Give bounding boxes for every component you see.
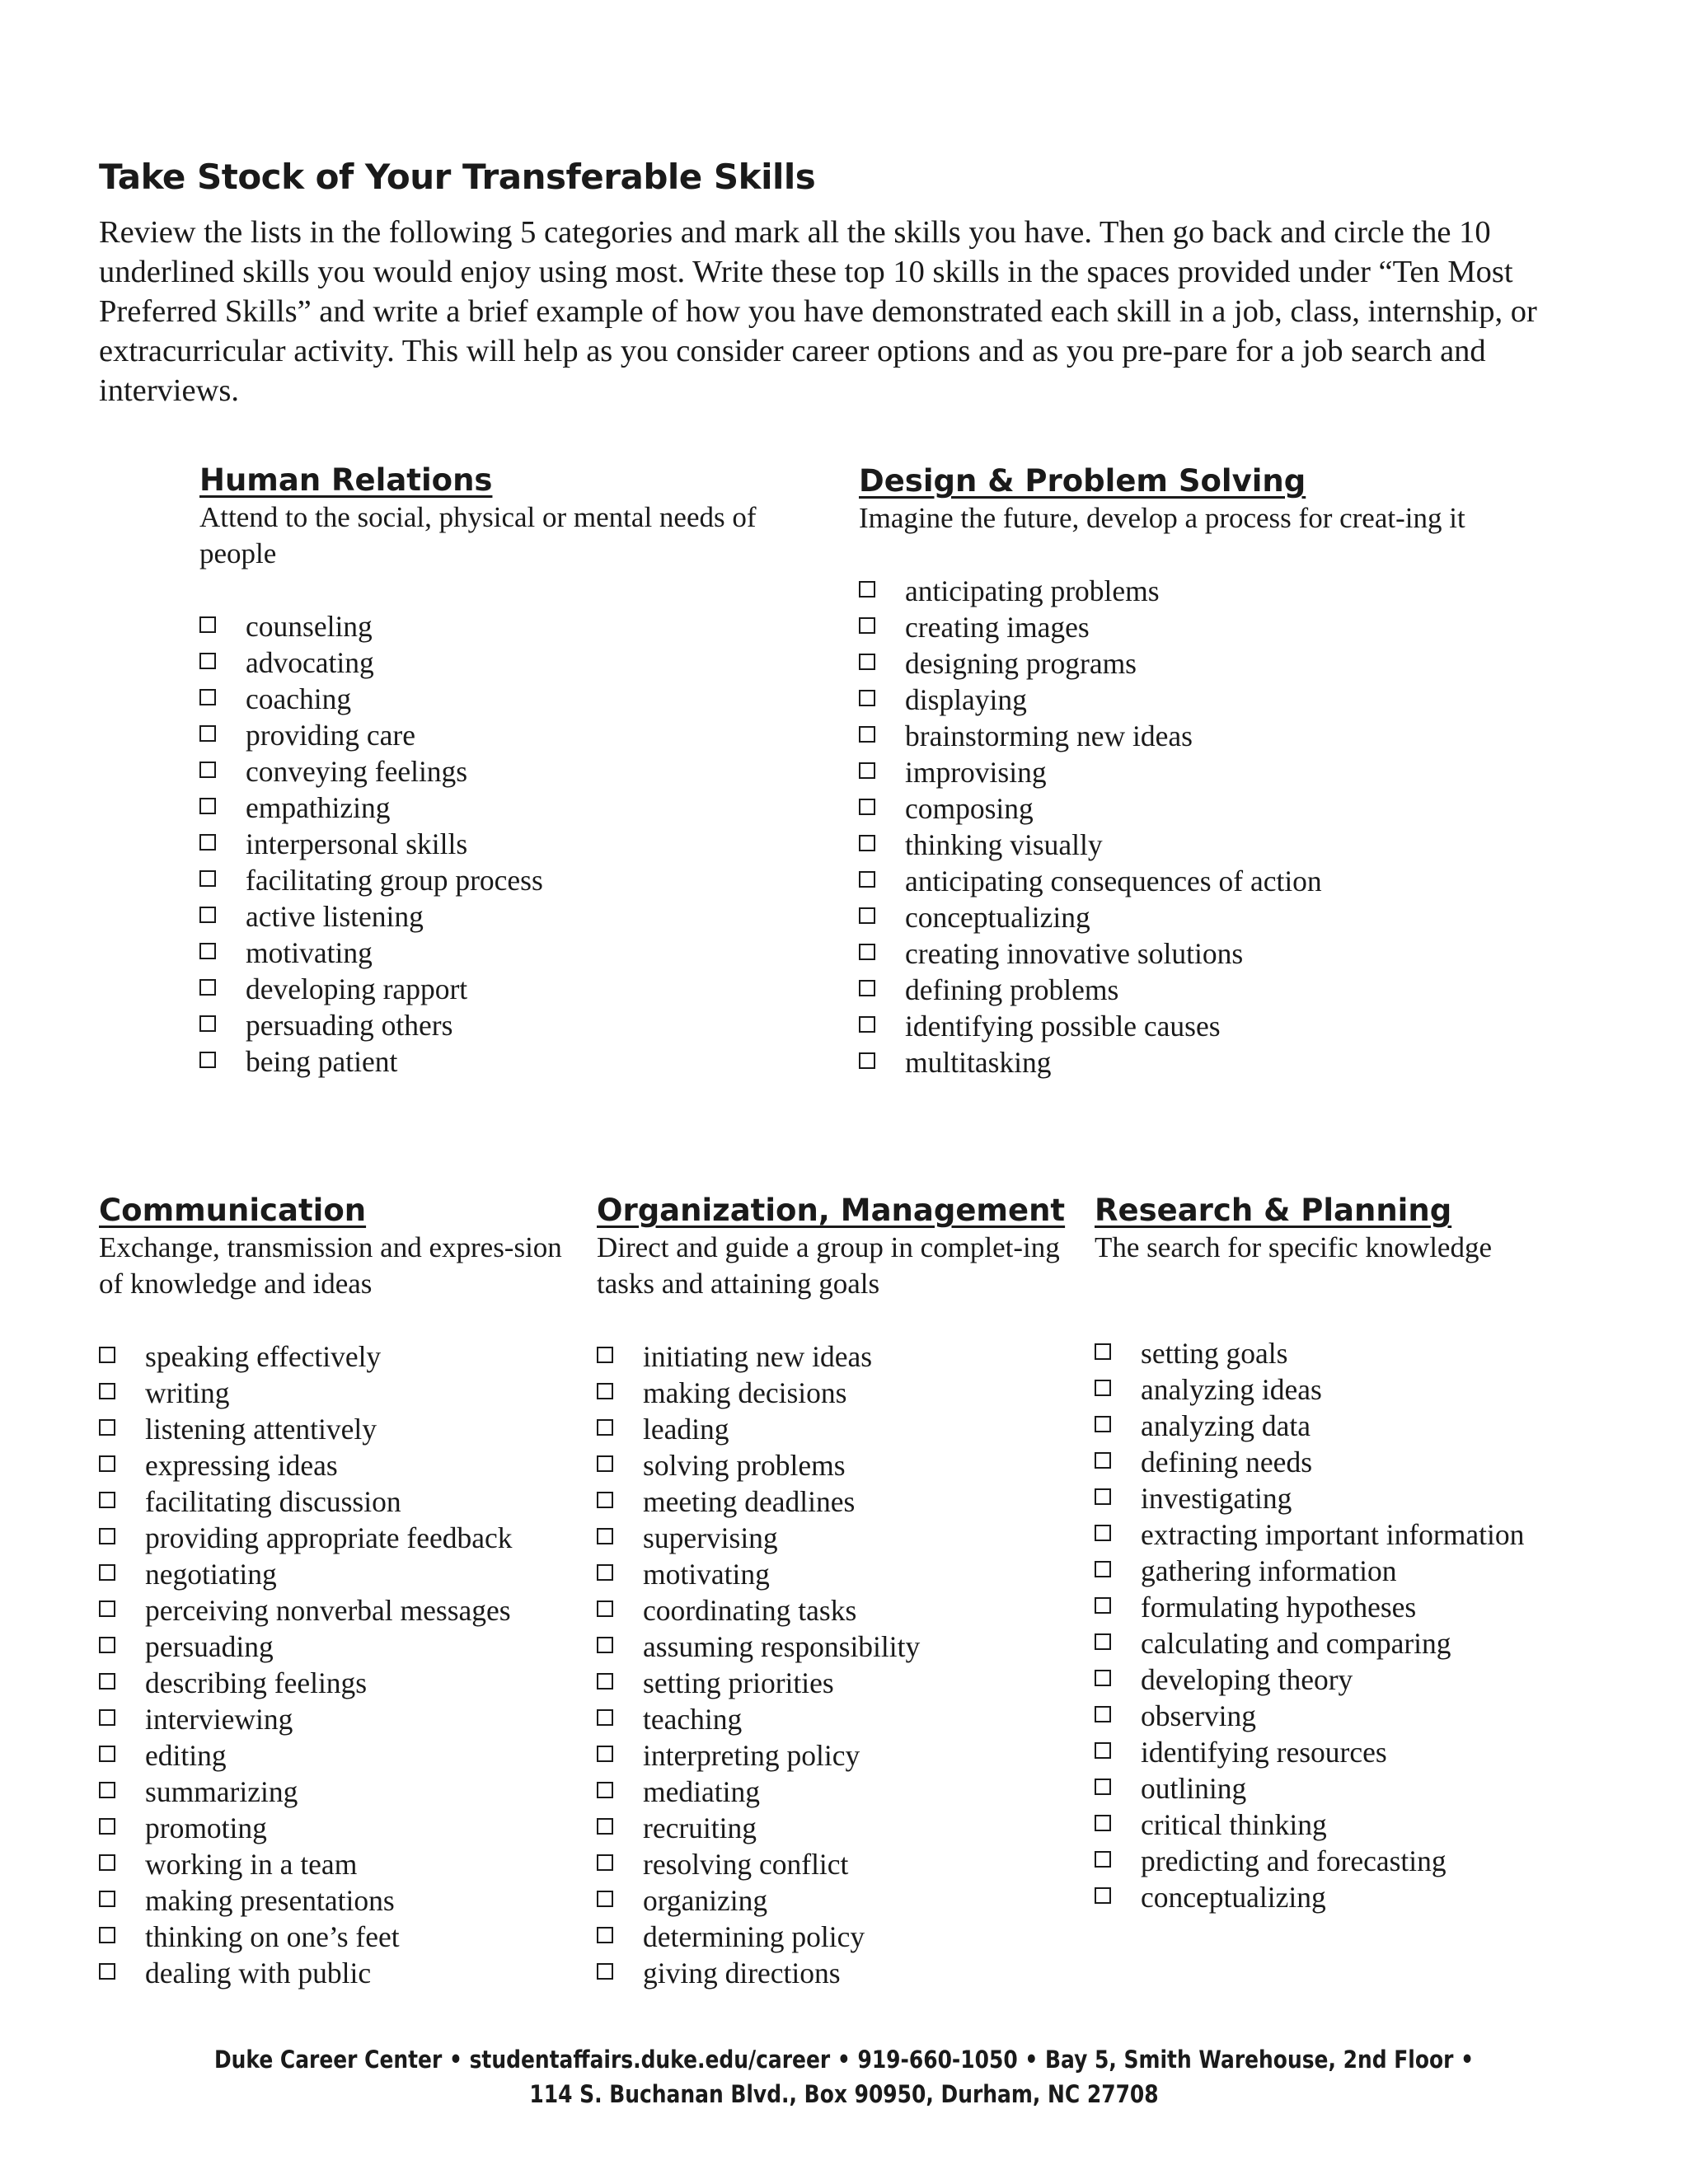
skill-item [859, 645, 1493, 682]
checkbox[interactable] [597, 1782, 613, 1798]
skill-item [597, 1629, 1075, 1665]
checkbox[interactable] [597, 1854, 613, 1871]
skill-item [99, 1810, 577, 1846]
skill-label: predicting and forecasting [1141, 1844, 1447, 1877]
skill-item [1095, 1516, 1622, 1553]
checkbox[interactable] [199, 907, 216, 923]
skill-label: giving directions [643, 1957, 841, 1990]
checkbox[interactable] [597, 1455, 613, 1472]
skill-item [99, 1846, 577, 1882]
checkbox[interactable] [859, 907, 875, 924]
skill-item [1095, 1770, 1622, 1807]
skill-item [859, 718, 1493, 754]
checkbox[interactable] [859, 1052, 875, 1069]
checkbox[interactable] [859, 835, 875, 851]
section-human-relations [199, 462, 834, 1080]
skill-item [1095, 1879, 1622, 1915]
skill-label: observing [1141, 1699, 1257, 1732]
skill-item [1095, 1480, 1622, 1516]
section-communication [99, 1192, 577, 1991]
skill-label: creating innovative solutions [905, 937, 1244, 970]
section-research-planning [1095, 1192, 1622, 1915]
section-heading: Design & Problem Solving [859, 463, 1306, 499]
skill-label: critical thinking [1141, 1808, 1327, 1841]
section-description: The search for specific knowledge [1095, 1231, 1493, 1263]
checkbox[interactable] [597, 1528, 613, 1544]
checkbox[interactable] [1095, 1815, 1111, 1831]
skill-label: leading [643, 1413, 729, 1446]
skill-item [99, 1375, 577, 1411]
checkbox[interactable] [597, 1963, 613, 1980]
skill-label: negotiating [145, 1558, 277, 1591]
skill-label: being patient [246, 1045, 398, 1078]
skill-label: determining policy [643, 1920, 865, 1953]
checkbox[interactable] [99, 1419, 115, 1436]
skill-item [99, 1882, 577, 1919]
checkbox[interactable] [199, 979, 216, 996]
skill-label: identifying possible causes [905, 1010, 1221, 1043]
checkbox[interactable] [99, 1746, 115, 1762]
checkbox[interactable] [199, 798, 216, 814]
footer [118, 2042, 1569, 2111]
checkbox[interactable] [99, 1782, 115, 1798]
checkbox[interactable] [1095, 1561, 1111, 1577]
checkbox[interactable] [99, 1891, 115, 1907]
skill-item [597, 1919, 1075, 1955]
skill-label: dealing with public [145, 1957, 372, 1990]
skill-item [99, 1629, 577, 1665]
skill-item [597, 1737, 1075, 1774]
skill-item [597, 1810, 1075, 1846]
section-description: Direct and guide a group in complet-ing tasks and attaining goals [597, 1231, 1060, 1300]
skill-label: thinking on one’s feet [145, 1920, 400, 1953]
skill-item [99, 1774, 577, 1810]
checkbox[interactable] [99, 1673, 115, 1690]
skill-item [597, 1520, 1075, 1556]
skill-item [597, 1447, 1075, 1483]
checkbox[interactable] [199, 1015, 216, 1032]
skill-label: summarizing [145, 1775, 298, 1808]
skill-label: resolving conflict [643, 1848, 849, 1881]
skill-item [597, 1592, 1075, 1629]
skill-item [99, 1592, 577, 1629]
skill-item [199, 1007, 834, 1043]
skill-label: writing [145, 1376, 230, 1409]
skill-item [859, 609, 1493, 645]
skill-item [1095, 1553, 1622, 1589]
checkbox[interactable] [99, 1637, 115, 1653]
skill-item [1095, 1589, 1622, 1625]
skill-item [199, 608, 834, 644]
skill-label: defining needs [1141, 1446, 1313, 1479]
checkbox[interactable] [199, 725, 216, 742]
checkbox[interactable] [199, 689, 216, 705]
checkbox[interactable] [99, 1854, 115, 1871]
skill-item [199, 717, 834, 753]
checkbox[interactable] [597, 1564, 613, 1581]
skill-label: working in a team [145, 1848, 358, 1881]
skill-list [597, 1338, 1075, 1991]
checkbox[interactable] [99, 1383, 115, 1399]
skill-item [199, 1043, 834, 1080]
skill-item [859, 827, 1493, 863]
checkbox[interactable] [1095, 1851, 1111, 1868]
skill-label: coaching [246, 682, 352, 715]
skill-label: extracting important information [1141, 1518, 1525, 1551]
skill-item [859, 863, 1493, 899]
checkbox[interactable] [99, 1564, 115, 1581]
skill-label: describing feelings [145, 1666, 368, 1699]
skill-label: interpreting policy [643, 1739, 860, 1772]
skill-item [99, 1556, 577, 1592]
checkbox[interactable] [199, 943, 216, 959]
checkbox[interactable] [1095, 1633, 1111, 1650]
checkbox[interactable] [597, 1818, 613, 1835]
checkbox[interactable] [1095, 1416, 1111, 1432]
skill-label: assuming responsibility [643, 1630, 921, 1663]
checkbox[interactable] [1095, 1452, 1111, 1469]
skill-label: mediating [643, 1775, 760, 1808]
skill-item [597, 1375, 1075, 1411]
skill-label: setting priorities [643, 1666, 834, 1699]
skill-label: conceptualizing [1141, 1881, 1326, 1914]
checkbox[interactable] [859, 762, 875, 779]
skill-item [859, 754, 1493, 790]
skill-label: speaking effectively [145, 1340, 382, 1373]
skill-label: motivating [246, 936, 373, 969]
skill-item [597, 1556, 1075, 1592]
skill-item [199, 862, 834, 898]
skill-label: interviewing [145, 1703, 293, 1736]
skill-item [597, 1846, 1075, 1882]
skill-item [199, 644, 834, 681]
skill-item [199, 971, 834, 1007]
skill-label: outlining [1141, 1772, 1247, 1805]
skill-label: making presentations [145, 1884, 395, 1917]
skill-item [99, 1520, 577, 1556]
skill-item [859, 899, 1493, 935]
footer-line-1: Duke Career Center • studentaffairs.duke.edu/career • 919-660-1050 • Bay 5, Smith Warehouse, 2nd Floor • [213, 2046, 1475, 2074]
skill-item [859, 573, 1493, 609]
skill-label: conveying feelings [246, 755, 468, 788]
skill-item [1095, 1698, 1622, 1734]
skill-label: organizing [643, 1884, 768, 1917]
section-description: Exchange, transmission and expres-sion of knowledge and ideas [99, 1231, 562, 1300]
skill-item [597, 1701, 1075, 1737]
checkbox[interactable] [99, 1709, 115, 1726]
skill-item [99, 1665, 577, 1701]
skill-label: analyzing data [1141, 1409, 1311, 1442]
skill-label: investigating [1141, 1482, 1292, 1515]
checkbox[interactable] [597, 1492, 613, 1508]
skill-label: interpersonal skills [246, 827, 468, 860]
skill-label: persuading [145, 1630, 274, 1663]
skill-item [1095, 1335, 1622, 1371]
skill-label: anticipating problems [905, 574, 1160, 607]
skill-item [199, 790, 834, 826]
skill-item [1095, 1408, 1622, 1444]
skill-item [597, 1882, 1075, 1919]
skill-item [1095, 1843, 1622, 1879]
skill-item [199, 935, 834, 971]
section-organization-management [597, 1192, 1075, 1991]
skill-item [859, 790, 1493, 827]
skill-item [859, 1008, 1493, 1044]
checkbox[interactable] [1095, 1343, 1111, 1360]
skill-item [1095, 1807, 1622, 1843]
skill-label: setting goals [1141, 1337, 1288, 1370]
intro-paragraph: Review the lists in the following 5 categories and mark all the skills you have. Then go back and circle the 10 underlined skills you would enjoy using most. Write these top 10 skills in the spaces provided under “Ten Most Preferred Skills” and write a brief example of how you have demonstrated each skill in a job, class, internship, or extracurricular activity. This will help as you consider career options and as you pre-pare for a job search and interviews. [99, 215, 1537, 408]
skill-label: editing [145, 1739, 227, 1772]
checkbox[interactable] [859, 581, 875, 598]
checkbox[interactable] [99, 1455, 115, 1472]
skill-label: meeting deadlines [643, 1485, 856, 1518]
skill-item [199, 826, 834, 862]
skill-item [1095, 1371, 1622, 1408]
section-heading: Human Relations [199, 462, 493, 498]
skill-label: active listening [246, 900, 424, 933]
checkbox[interactable] [199, 762, 216, 778]
checkbox[interactable] [199, 653, 216, 669]
skill-list [1095, 1335, 1622, 1915]
skill-label: providing appropriate feedback [145, 1521, 513, 1554]
skill-item [859, 1044, 1493, 1080]
skill-label: facilitating group process [246, 864, 543, 897]
skill-label: initiating new ideas [643, 1340, 873, 1373]
skill-label: promoting [145, 1811, 267, 1844]
skill-item [597, 1338, 1075, 1375]
checkbox[interactable] [597, 1347, 613, 1363]
checkbox[interactable] [1095, 1380, 1111, 1396]
checkbox[interactable] [859, 654, 875, 670]
skill-list [859, 573, 1493, 1080]
skill-item [597, 1411, 1075, 1447]
checkbox[interactable] [1095, 1742, 1111, 1759]
skill-item [859, 972, 1493, 1008]
checkbox[interactable] [597, 1709, 613, 1726]
checkbox[interactable] [1095, 1706, 1111, 1722]
checkbox[interactable] [597, 1746, 613, 1762]
skill-item [859, 935, 1493, 972]
skill-label: listening attentively [145, 1413, 377, 1446]
skill-label: coordinating tasks [643, 1594, 857, 1627]
checkbox[interactable] [1095, 1779, 1111, 1795]
section-heading: Research & Planning [1095, 1193, 1452, 1228]
skill-label: expressing ideas [145, 1449, 338, 1482]
checkbox[interactable] [99, 1927, 115, 1943]
skill-label: thinking visually [905, 828, 1103, 861]
checkbox[interactable] [597, 1419, 613, 1436]
checkbox[interactable] [597, 1383, 613, 1399]
skill-item [597, 1774, 1075, 1810]
skill-item [99, 1737, 577, 1774]
page-title: Take Stock of Your Transferable Skills [99, 157, 816, 197]
skill-label: creating images [905, 611, 1090, 644]
checkbox[interactable] [597, 1927, 613, 1943]
footer-line-2: 114 S. Buchanan Blvd., Box 90950, Durham, NC 27708 [529, 2080, 1159, 2108]
skill-label: brainstorming new ideas [905, 719, 1193, 752]
skill-item [99, 1447, 577, 1483]
skill-item [99, 1483, 577, 1520]
checkbox[interactable] [597, 1601, 613, 1617]
skill-label: making decisions [643, 1376, 847, 1409]
section-description: Imagine the future, develop a process for creat-ing it [859, 502, 1465, 534]
skill-label: developing theory [1141, 1663, 1353, 1696]
checkbox[interactable] [859, 944, 875, 960]
skill-label: displaying [905, 683, 1027, 716]
skill-item [1095, 1444, 1622, 1480]
skill-item [99, 1919, 577, 1955]
skill-label: providing care [246, 719, 416, 752]
section-design-problem-solving [859, 462, 1493, 1080]
section-description: Attend to the social, physical or mental needs of people [199, 501, 757, 569]
section-heading: Organization, Management [597, 1193, 1066, 1228]
checkbox[interactable] [99, 1528, 115, 1544]
skill-label: developing rapport [246, 972, 468, 1005]
checkbox[interactable] [199, 616, 216, 633]
checkbox[interactable] [199, 834, 216, 851]
skill-item [99, 1955, 577, 1991]
checkbox[interactable] [1095, 1597, 1111, 1614]
skill-label: teaching [643, 1703, 743, 1736]
checkbox[interactable] [99, 1818, 115, 1835]
checkbox[interactable] [597, 1637, 613, 1653]
checkbox[interactable] [199, 1052, 216, 1068]
skill-item [99, 1338, 577, 1375]
skill-item [597, 1955, 1075, 1991]
skill-label: identifying resources [1141, 1736, 1387, 1769]
skill-label: persuading others [246, 1009, 453, 1042]
skill-item [859, 682, 1493, 718]
skill-list [99, 1338, 577, 1991]
checkbox[interactable] [859, 726, 875, 743]
skill-label: formulating hypotheses [1141, 1591, 1417, 1624]
skill-item [597, 1483, 1075, 1520]
skill-item [199, 898, 834, 935]
checkbox[interactable] [859, 799, 875, 815]
skill-label: defining problems [905, 973, 1119, 1006]
skill-item [1095, 1734, 1622, 1770]
skill-label: improvising [905, 756, 1047, 789]
checkbox[interactable] [859, 871, 875, 888]
checkbox[interactable] [859, 1016, 875, 1033]
skill-list [199, 608, 834, 1080]
checkbox[interactable] [1095, 1887, 1111, 1904]
skill-label: analyzing ideas [1141, 1373, 1322, 1406]
checkbox[interactable] [597, 1891, 613, 1907]
skill-label: gathering information [1141, 1554, 1397, 1587]
skill-label: solving problems [643, 1449, 846, 1482]
checkbox[interactable] [859, 980, 875, 996]
skill-item [199, 753, 834, 790]
checkbox[interactable] [597, 1673, 613, 1690]
skill-label: supervising [643, 1521, 778, 1554]
skill-item [1095, 1625, 1622, 1661]
skill-label: calculating and comparing [1141, 1627, 1451, 1660]
checkbox[interactable] [1095, 1670, 1111, 1686]
checkbox[interactable] [99, 1347, 115, 1363]
checkbox[interactable] [859, 690, 875, 706]
skill-label: facilitating discussion [145, 1485, 401, 1518]
skill-label: composing [905, 792, 1034, 825]
skill-item [1095, 1661, 1622, 1698]
skill-item [199, 681, 834, 717]
skill-label: perceiving nonverbal messages [145, 1594, 511, 1627]
skill-label: empathizing [246, 791, 391, 824]
skill-label: recruiting [643, 1811, 757, 1844]
checkbox[interactable] [199, 870, 216, 887]
checkbox[interactable] [99, 1963, 115, 1980]
skill-item [99, 1701, 577, 1737]
checkbox[interactable] [1095, 1525, 1111, 1541]
skill-label: conceptualizing [905, 901, 1090, 934]
checkbox[interactable] [859, 617, 875, 634]
skill-label: advocating [246, 646, 374, 679]
checkbox[interactable] [1095, 1488, 1111, 1505]
skill-label: multitasking [905, 1046, 1052, 1079]
checkbox[interactable] [99, 1601, 115, 1617]
skill-label: designing programs [905, 647, 1137, 680]
skill-item [597, 1665, 1075, 1701]
skill-label: motivating [643, 1558, 770, 1591]
skill-item [99, 1411, 577, 1447]
checkbox[interactable] [99, 1492, 115, 1508]
section-heading: Communication [99, 1193, 367, 1228]
skill-label: counseling [246, 610, 373, 643]
skill-label: anticipating consequences of action [905, 865, 1322, 898]
